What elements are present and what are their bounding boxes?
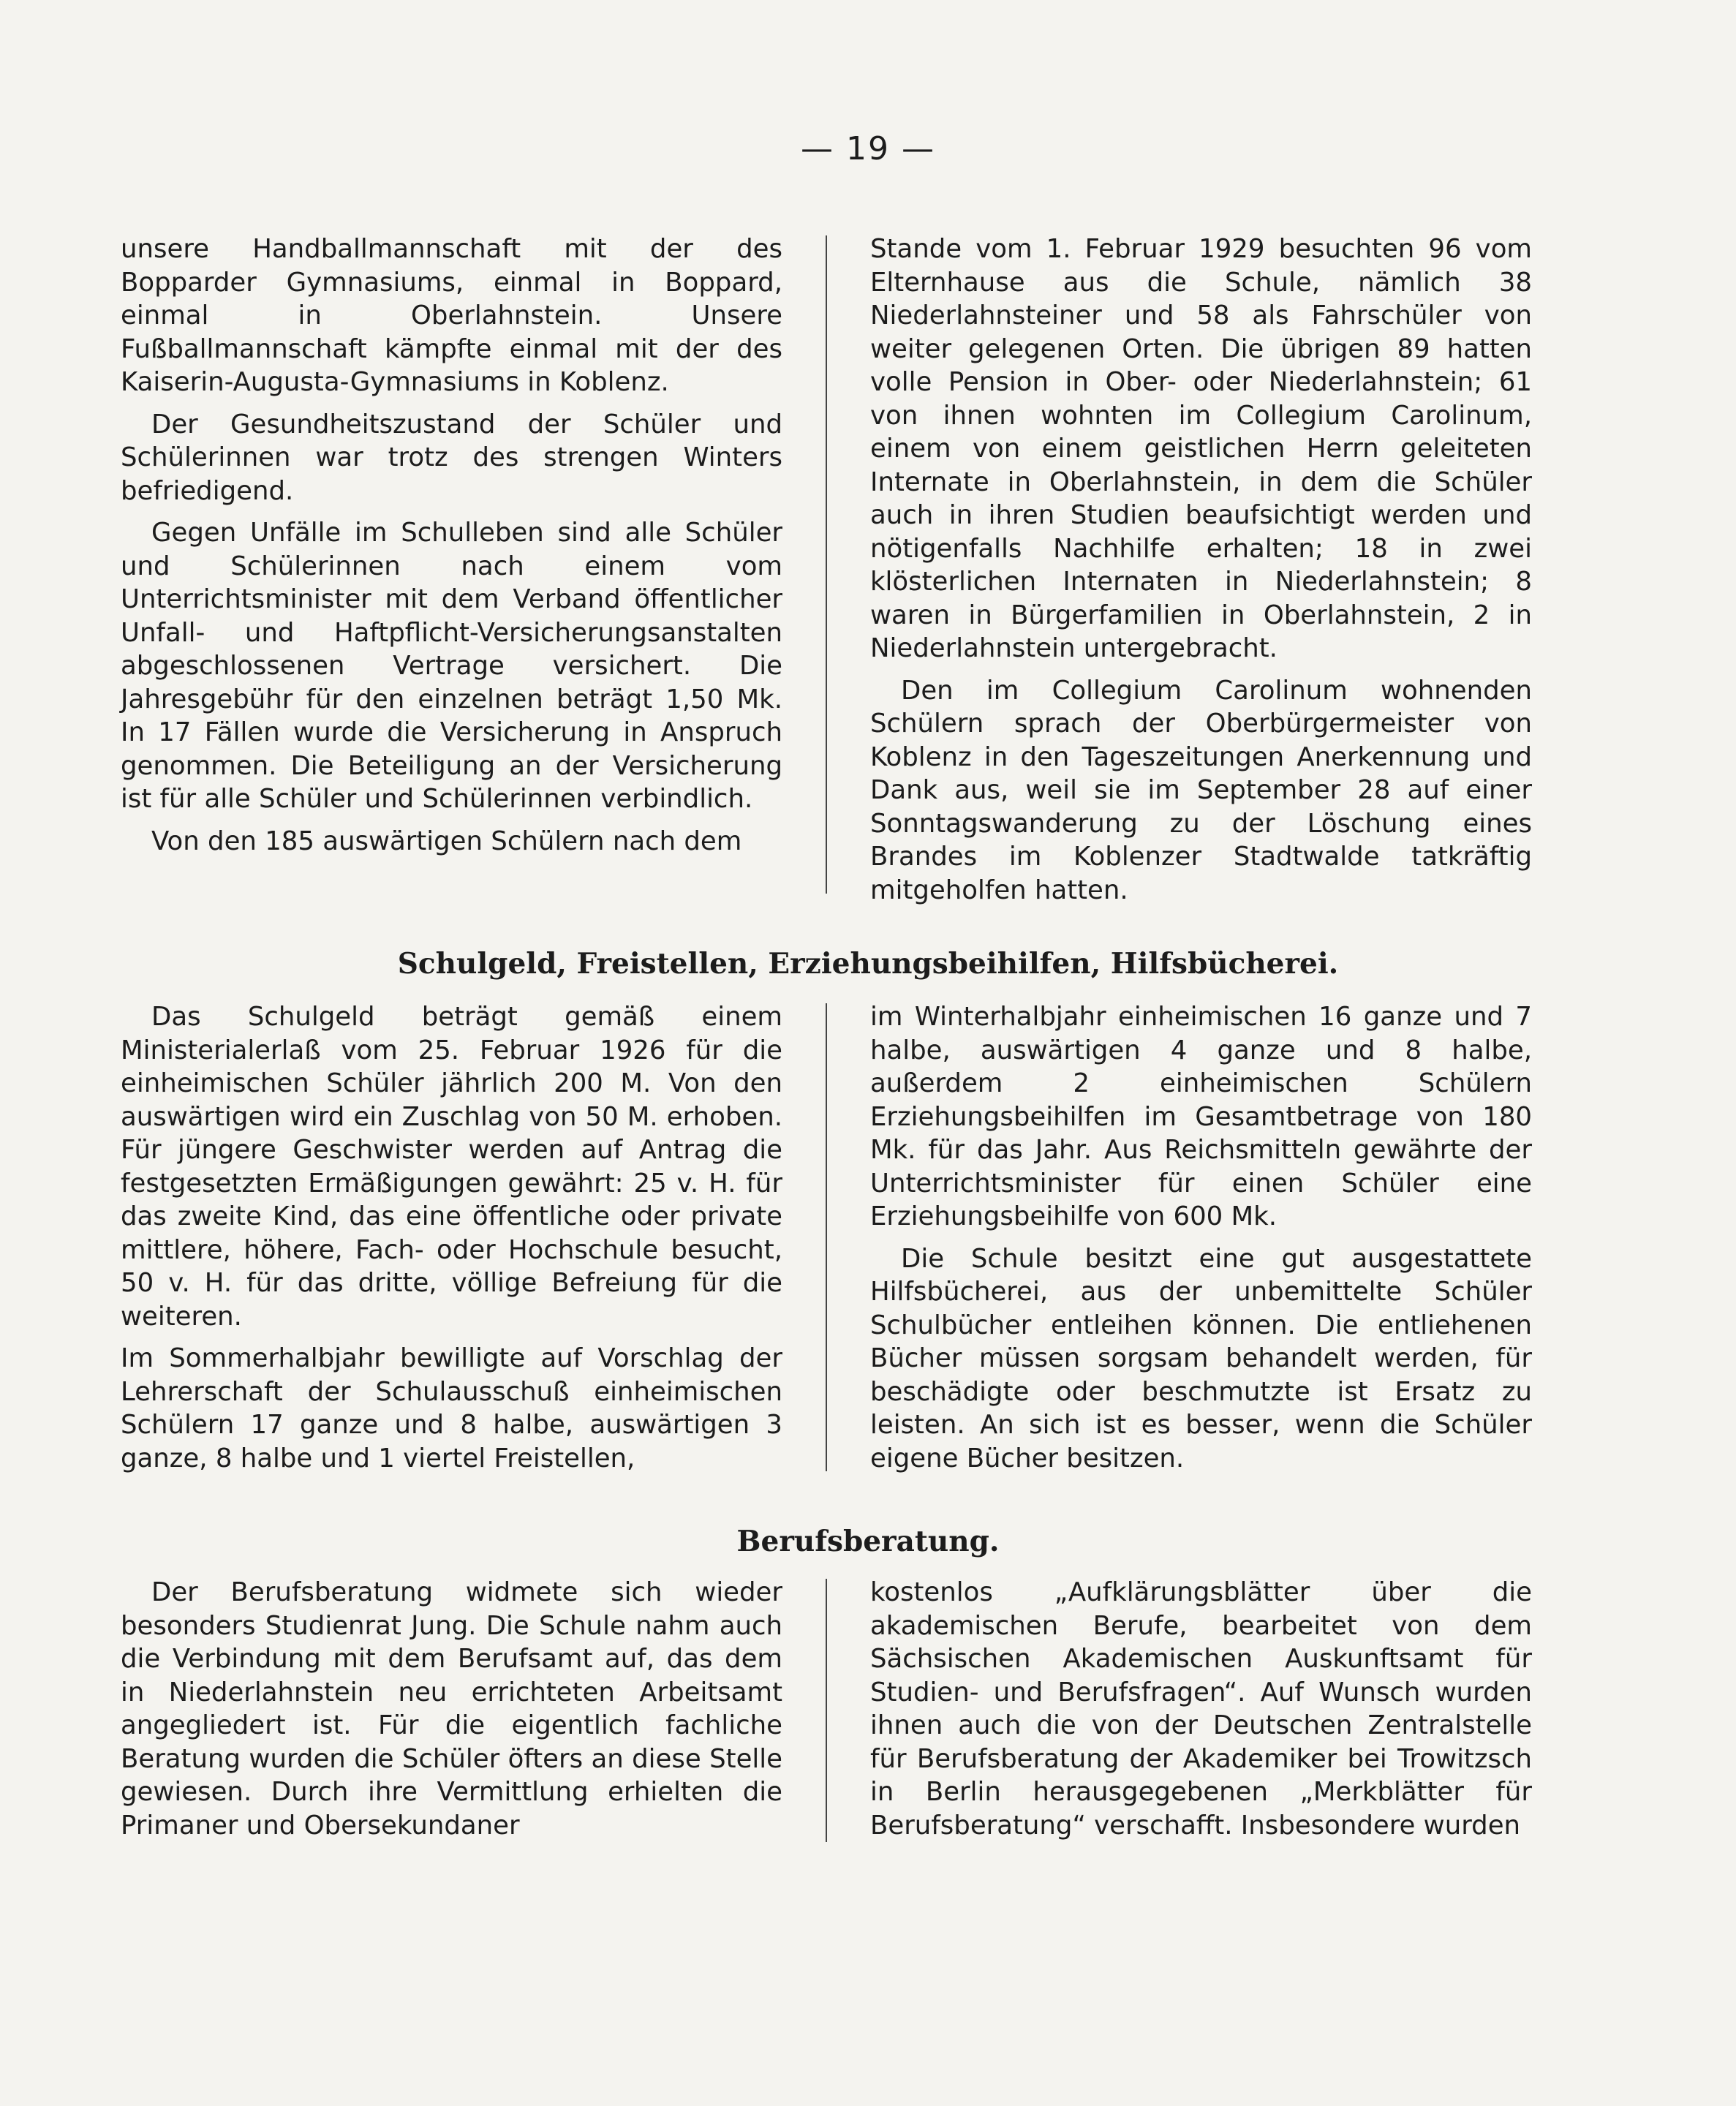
section-school-life bbox=[121, 233, 1532, 905]
left-column bbox=[121, 1000, 782, 1483]
paragraph: unsere Handballmannschaft mit der des Bopparder Gymnasiums, einmal in Boppard, einmal in Oberlahnstein. Unsere Fußballmannschaft kämpfte einmal mit der des Kaiserin-Augusta-Gymnasiums in Koblenz. bbox=[121, 234, 782, 397]
paragraph: Das Schulgeld beträgt gemäß einem Ministerialerlaß vom 25. Februar 1926 für die einheimischen Schüler jährlich 200 M. Von den auswärtigen wird ein Zuschlag von 50 M. erhoben. Für jüngere Geschwister werden auf Antrag die festgesetzten Ermäßigungen gewährt: 25 v. H. für das zweite Kind, das eine öffentliche oder private mittlere, höhere, Fach- oder Hochschule besucht, 50 v. H. für das dritte, völlige Befreiung für die weiteren. bbox=[121, 1002, 782, 1332]
left-column bbox=[121, 233, 782, 905]
paragraph: Der Berufsberatung widmete sich wieder besonders Studienrat Jung. Die Schule nahm auch die Verbindung mit dem Berufsamt auf, das dem in Niederlahnstein neu errichteten Arbeitsamt angegliedert ist. Für die eigentlich fachliche Beratung wurden die Schüler öfters an diese Stelle gewiesen. Durch ihre Vermittlung erhielten die Primaner und Obersekundaner bbox=[121, 1577, 782, 1841]
paragraph: Im Sommerhalbjahr bewilligte auf Vorschlag der Lehrerschaft der Schulausschuß einheimischen Schülern 17 ganze und 8 halbe, auswärtigen 3 ganze, 8 halbe und 1 viertel Freistellen, bbox=[121, 1343, 782, 1473]
section-schulgeld bbox=[121, 1000, 1532, 1483]
column-divider bbox=[826, 235, 827, 894]
paragraph: Der Gesundheitszustand der Schüler und Schülerinnen war trotz des strengen Winters befriedigend. bbox=[121, 409, 782, 506]
left-column bbox=[121, 1576, 782, 1846]
paragraph: kostenlos „Aufklärungsblätter über die akademischen Berufe, bearbeitet von dem Sächsischen Akademischen Auskunftsamt für Studien- und Berufsfragen“. Auf Wunsch wurden ihnen auch die von der Deutschen Zentralstelle für Berufsberatung der Akademiker bei Trowitzsch in Berlin herausgegebenen „Merkblätter für Berufsberatung“ verschafft. Insbesondere wurden bbox=[870, 1577, 1532, 1841]
column-divider bbox=[826, 1579, 827, 1842]
right-column bbox=[870, 1576, 1532, 1846]
section-berufsberatung bbox=[121, 1576, 1532, 1846]
section-heading-berufsberatung: Berufsberatung. bbox=[736, 1525, 1000, 1558]
paragraph: Stande vom 1. Februar 1929 besuchten 96 vom Elternhause aus die Schule, nämlich 38 Niederlahnsteiner und 58 als Fahrschüler von weiter gelegenen Orten. Die übrigen 89 hatten volle Pension in Ober- oder Niederlahnstein; 61 von ihnen wohnten im Collegium Carolinum, einem von einem geistlichen Herrn geleiteten Internate in Oberlahnstein, in dem die Schüler auch in ihren Studien beaufsichtigt werden und nötigenfalls Nachhilfe erhalten; 18 in zwei klösterlichen Internaten in Niederlahnstein; 8 waren in Bürgerfamilien in Oberlahnstein, 2 in Niederlahnstein untergebracht. bbox=[870, 234, 1532, 663]
section-heading-schulgeld: Schulgeld, Freistellen, Erziehungsbeihilfen, Hilfsbücherei. bbox=[397, 947, 1339, 981]
paragraph: Die Schule besitzt eine gut ausgestattete Hilfsbücherei, aus der unbemittelte Schüler Schulbücher entleihen können. Die entliehenen Bücher müssen sorgsam behandelt werden, für beschädigte oder beschmutzte ist Ersatz zu leisten. An sich ist es besser, wenn die Schüler eigene Bücher besitzen. bbox=[870, 1243, 1532, 1473]
paragraph: im Winterhalbjahr einheimischen 16 ganze und 7 halbe, auswärtigen 4 ganze und 8 halbe, außerdem 2 einheimischen Schülern Erziehungsbeihilfen im Gesamtbetrage von 180 Mk. für das Jahr. Aus Reichsmitteln gewährte der Unterrichtsminister für einen Schüler eine Erziehungsbeihilfe von 600 Mk. bbox=[870, 1002, 1532, 1231]
right-column bbox=[870, 1000, 1532, 1483]
paragraph: Von den 185 auswärtigen Schülern nach dem bbox=[151, 826, 742, 856]
right-column bbox=[870, 233, 1532, 905]
page-number: — 19 — bbox=[801, 130, 935, 167]
column-divider bbox=[826, 1003, 827, 1471]
paragraph: Gegen Unfälle im Schulleben sind alle Schüler und Schülerinnen nach einem vom Unterrichtsminister mit dem Verband öffentlicher Unfall- und Haftpflicht-Versicherungsanstalten abgeschlossenen Vertrage versichert. Die Jahresgebühr für den einzelnen beträgt 1,50 Mk. In 17 Fällen wurde die Versicherung in Anspruch genommen. Die Beteiligung an der Versicherung ist für alle Schüler und Schülerinnen verbindlich. bbox=[121, 518, 782, 814]
paragraph: Den im Collegium Carolinum wohnenden Schülern sprach der Oberbürgermeister von Koblenz in den Tageszeitungen Anerkennung und Dank aus, weil sie im September 28 auf einer Sonntagswanderung zu der Löschung eines Brandes im Koblenzer Stadtwalde tatkräftig mitgeholfen hatten. bbox=[870, 675, 1532, 905]
